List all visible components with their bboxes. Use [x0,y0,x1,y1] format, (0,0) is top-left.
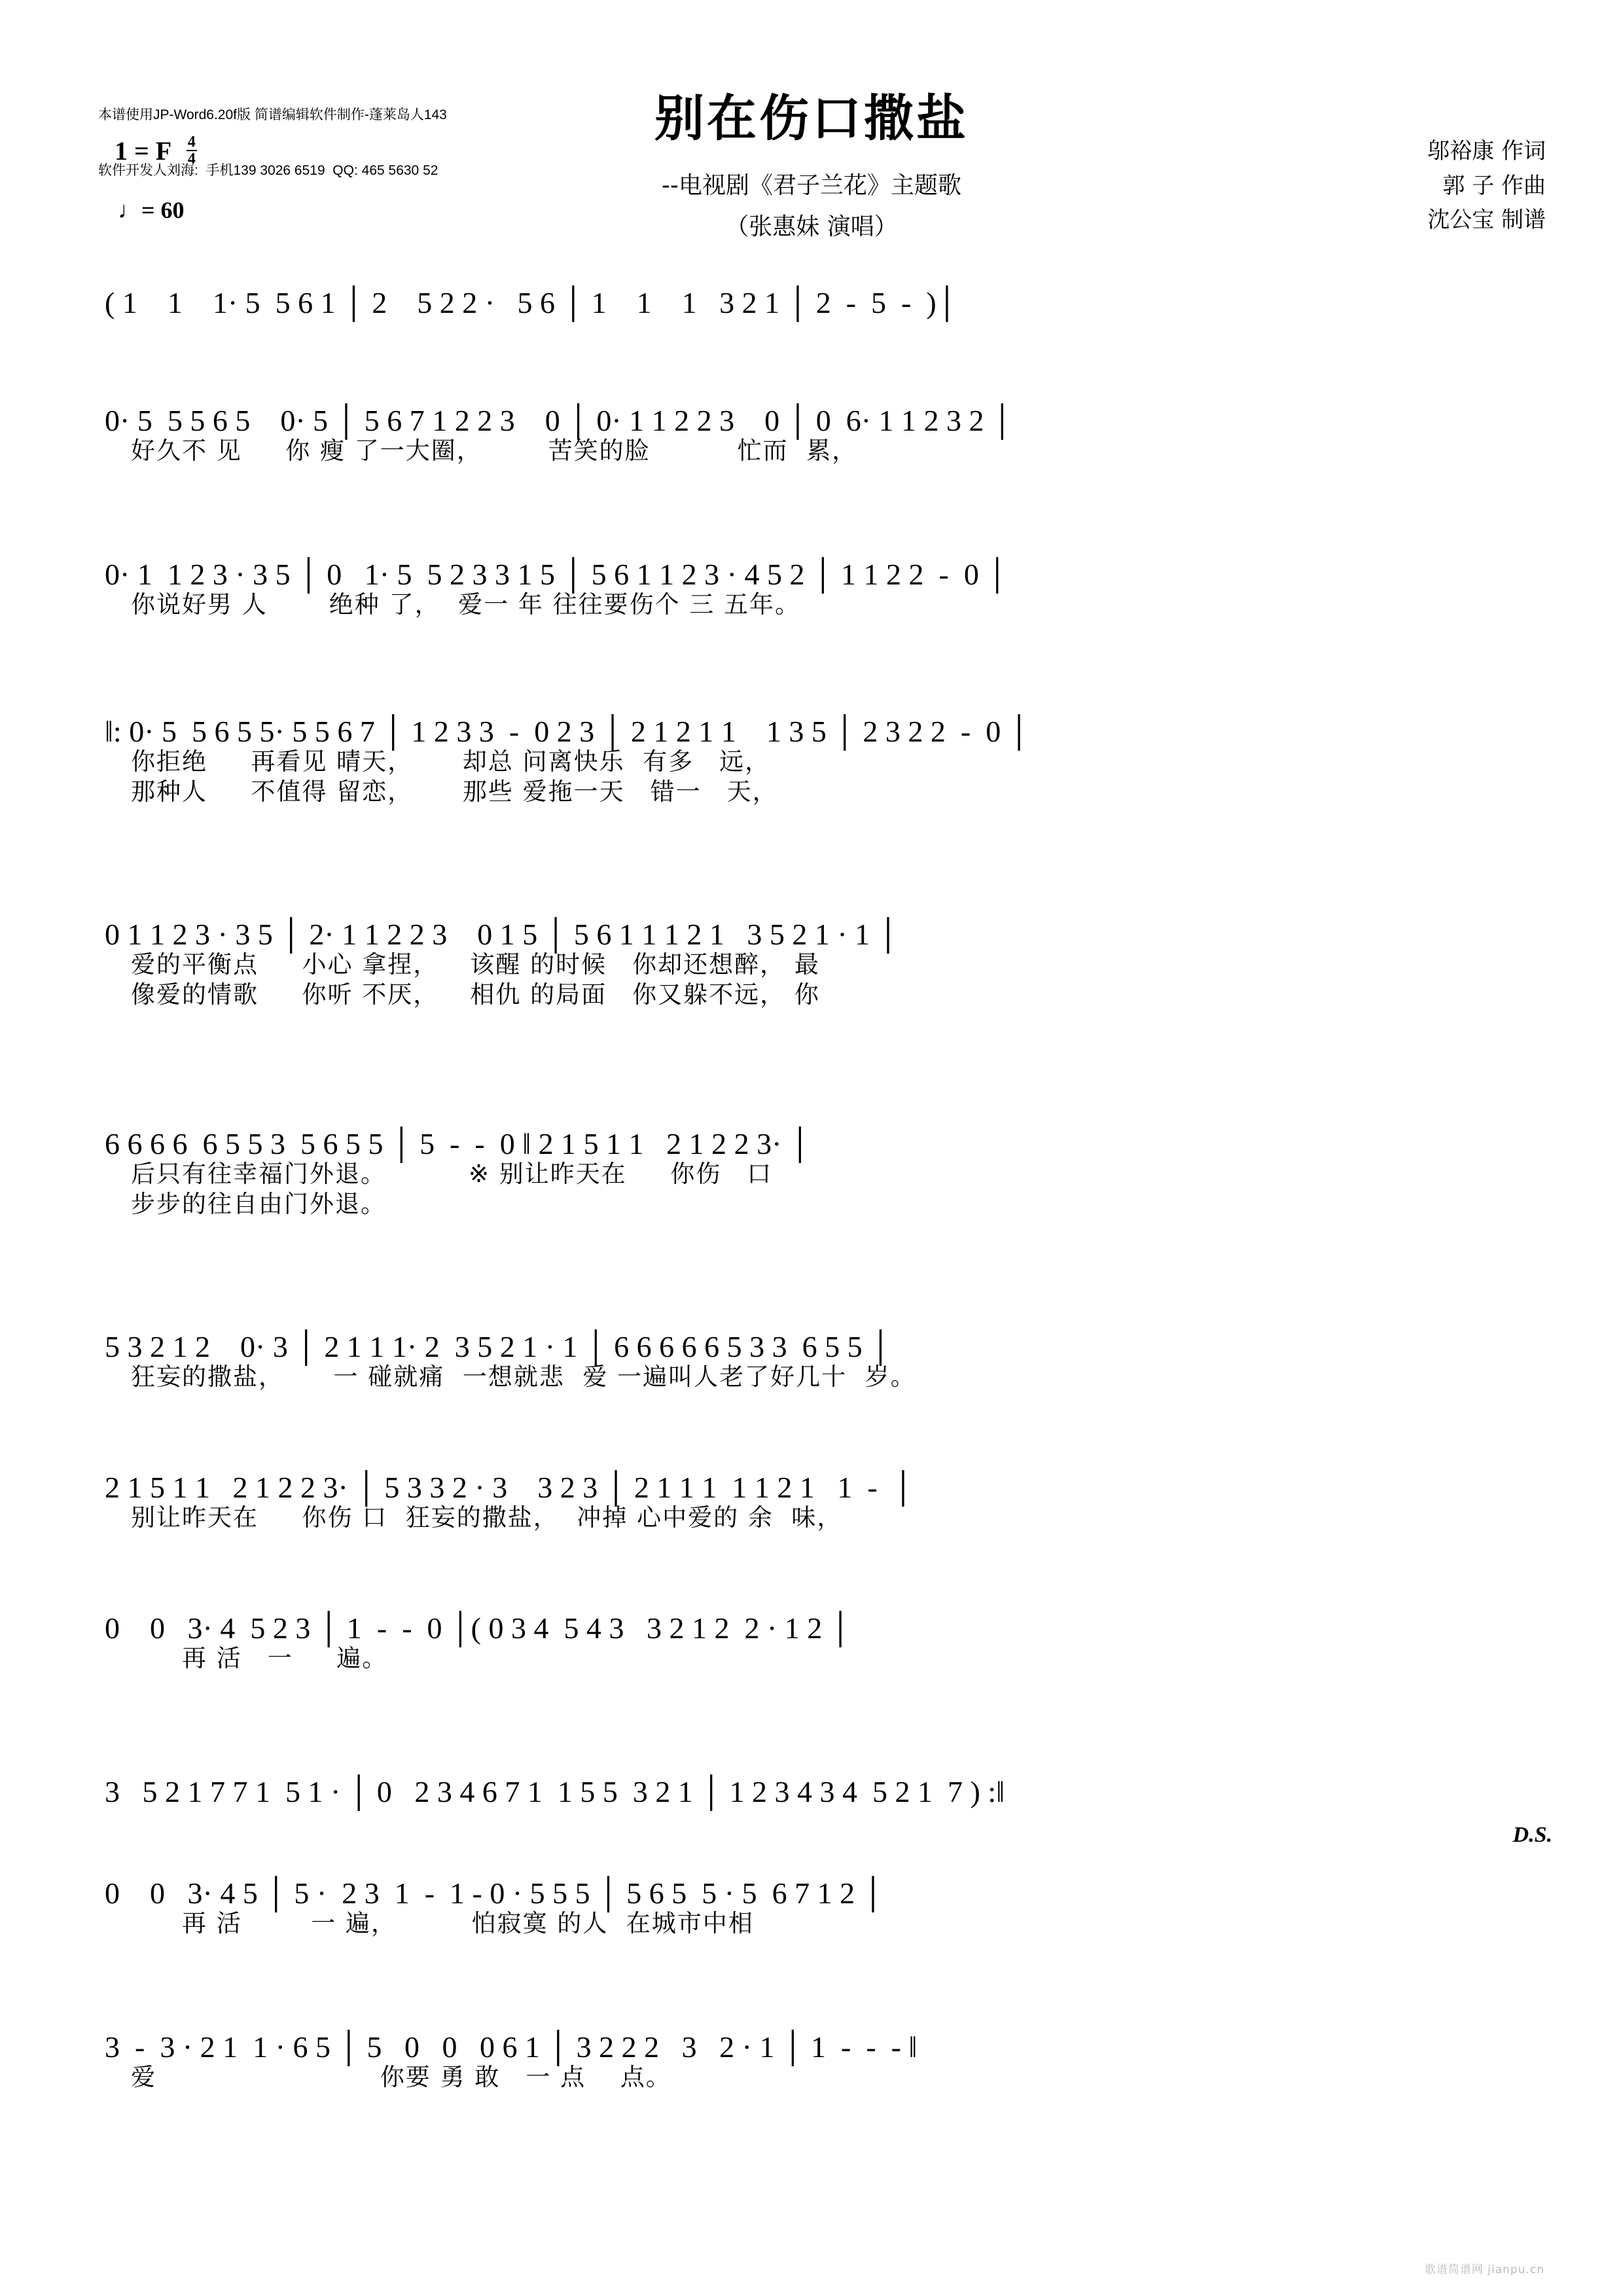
music-system-intro [0,288,1623,318]
lyric-line-verse2: 步步的往自由门外退。 [131,1190,386,1219]
music-system-verse1-line2 [0,560,1623,620]
music-system-verse2-line1 [0,717,1623,808]
notation-line: ‖: 0· 5 5 6 5 5· 5 5 6 7 │ 1 2 3 3 - 0 2 3 │ 2 1 2 1 1 1 3 5 │ 2 3 2 2 - 0 │ [105,715,1030,748]
subtitle-singer: （张惠妹 演唱） [725,213,898,240]
time-signature-denominator: 4 [187,151,196,168]
notation-line: 2 1 5 1 1 2 1 2 2 3· │ 5 3 3 2 · 3 3 2 3 │ 2 1 1 1 1 1 2 1 1 - │ [105,1471,914,1504]
time-signature-numerator: 4 [187,134,196,151]
music-system-chorus-line1 [0,1332,1623,1392]
notation-line: 6 6 6 6 6 5 5 3 5 6 5 5 │ 5 - - 0 ‖ 2 1 5 1 1 2 1 2 2 3· │ [105,1127,811,1160]
music-system-interlude [0,1775,1623,1847]
lyric-line: 后只有往幸福门外退。 ※ 别让昨天在 你伤 口 [131,1160,773,1188]
music-system-chorus-line3 [0,1613,1623,1674]
tempo-marking: ♩= 60 [118,197,185,223]
lyric-line: 爱的平衡点 小心 拿捏， 该醒 的时候 你却还想醉， 最 [131,950,820,978]
notation-line: 3 5 2 1 7 7 1 5 1 · │ 0 2 3 4 6 7 1 1 5 5 3 2 1 │ 1 2 3 4 3 4 5 2 1 7 ) :‖ [105,1775,1005,1808]
page-title: 别在伤口撒盐 [654,89,969,147]
notation-line: 0 0 3· 4 5 2 3 │ 1 - - 0 │( 0 3 4 5 4 3 3 2 1 2 2 · 1 2 │ [105,1611,851,1645]
lyricist-credit: 邬裕康 作词 [1427,138,1546,164]
credits-block [1427,134,1546,238]
notation-line: ( 1 1 1· 5 5 6 1 │ 2 5 2 2 · 5 6 │ 1 1 1 3 2 1 │ 2 - 5 - )│ [105,286,958,319]
notation-line: 3 - 3 · 2 1 1 · 6 5 │ 5 0 0 0 6 1 │ 3 2 2 2 3 2 · 1 │ 1 - - - ‖ [105,2030,918,2064]
lyric-line: 你说好男 人 绝种 了， 爱一 年 往往要伤个 三 五年。 [131,590,801,619]
key-label: 1 = F [115,136,171,166]
lyric-line: 别让昨天在 你伤 口 狂妄的撒盐， 冲掉 心中爱的 余 味， [131,1503,843,1532]
notation-line: 0 0 3· 4 5 │ 5 · 2 3 1 - 1 - 0 · 5 5 5 │ 5 6 5 5 · 5 6 7 1 2 │ [105,1876,884,1910]
software-credit-line2: 软件开发人刘海: 手机139 3026 6519 QQ: 465 5630 52 [98,162,438,178]
lyric-line: 狂妄的撒盐， 一 碰就痛 一想就悲 爱 一遍叫人老了好几十 岁。 [131,1363,916,1391]
software-credit-line1: 本谱使用JP-Word6.20f版 简谱编辑软件制作-蓬莱岛人143 [98,107,447,122]
engraver-credit: 沈公宝 制谱 [1427,207,1546,234]
key-signature [115,134,197,167]
watermark: 歌谱简谱网 jianpu.cn [1424,2263,1544,2276]
time-signature [187,134,197,167]
subtitle-drama: --电视剧《君子兰花》主题歌 [662,172,961,199]
ds-mark: D.S. [1512,1823,1552,1847]
music-system-tag-line2 [0,2032,1623,2092]
composer-credit: 郭 子 作曲 [1442,172,1546,199]
notation-line: 0 1 1 2 3 · 3 5 │ 2· 1 1 2 2 3 0 1 5 │ 5 6 1 1 1 2 1 3 5 2 1 · 1 │ [105,918,899,951]
music-system-verse2-line2 [0,920,1623,1011]
notation-line: 0· 1 1 2 3 · 3 5 │ 0 1· 5 5 2 3 3 1 5 │ 5 6 1 1 2 3 · 4 5 2 │ 1 1 2 2 - 0 │ [105,558,1008,591]
lyric-line: 再 活 一 遍， 怕寂寞 的人 在城市中相 [131,1909,754,1937]
notation-line: 0· 5 5 5 6 5 0· 5 │ 5 6 7 1 2 2 3 0 │ 0· 1 1 2 2 3 0 │ 0 6· 1 1 2 3 2 │ [105,404,1013,437]
music-system-verse1-line1 [0,406,1623,466]
notation-line: 5 3 2 1 2 0· 3 │ 2 1 1 1· 2 3 5 2 1 · 1 │ 6 6 6 6 6 5 3 3 6 5 5 │ [105,1330,891,1363]
lyric-line: 好久不 见 你 瘦 了一大圈， 苦笑的脸 忙而 累， [131,437,858,465]
lyric-line-verse2: 像爱的情歌 你听 不厌， 相仇 的局面 你又躲不远， 你 [131,980,820,1009]
music-system-tag-line1 [0,1878,1623,1939]
music-system-verse2-line3 [0,1129,1623,1220]
music-system-chorus-line2 [0,1473,1623,1533]
lyric-line: 你拒绝 再看见 晴天， 却总 问离快乐 有多 远， [131,747,771,776]
lyric-line: 再 活 一 遍。 [131,1644,388,1672]
lyric-line-verse2: 那种人 不值得 留恋， 那些 爱拖一天 错一 天， [131,778,778,806]
lyric-line: 爱 你要 勇 敢 一 点 点。 [131,2063,671,2091]
